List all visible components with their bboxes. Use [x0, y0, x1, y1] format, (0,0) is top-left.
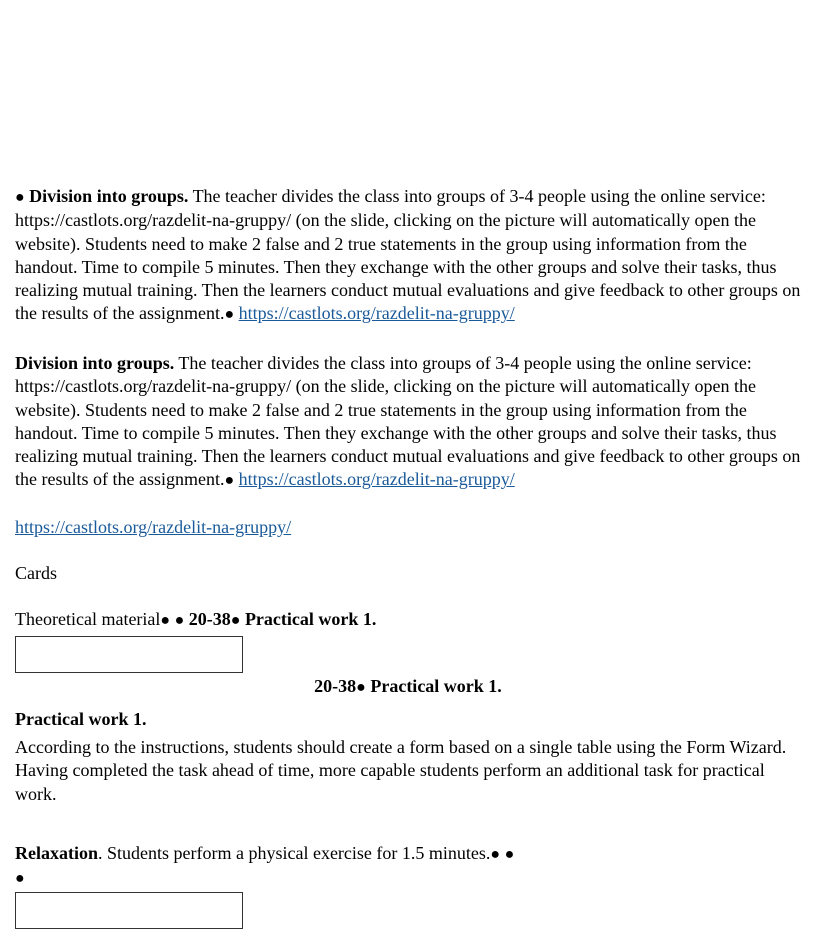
practical-title: Practical work 1. — [244, 609, 377, 629]
relaxation-text: . Students perform a physical exercise for 1.5 minutes. — [98, 843, 491, 863]
instructions-paragraph: According to the instructions, students should create a form based on a single table using the Form Wizard. Having completed the task ahead of time, more capable students perform an additional task for practical work. — [15, 737, 787, 804]
groups-title: Division into groups. — [15, 353, 175, 373]
time-range: 20-38 — [314, 676, 357, 696]
practical-title: Practical work 1. — [370, 676, 502, 696]
bullet-icon: ● — [490, 846, 501, 863]
theory-label: Theoretical material — [15, 609, 161, 629]
castlots-link[interactable]: https://castlots.org/razdelit-na-gruppy/ — [238, 303, 515, 324]
bullet-icon: ● — [15, 189, 25, 206]
bullet-icon: ● — [15, 870, 25, 887]
groups-paragraph-1 — [15, 185, 810, 327]
castlots-link[interactable]: https://castlots.org/razdelit-na-gruppy/ — [15, 517, 292, 537]
answer-box[interactable] — [15, 636, 243, 673]
bullet-icon: ● — [224, 472, 235, 490]
standalone-link-line — [15, 516, 291, 539]
bullet-icon: ● — [224, 306, 235, 324]
bullet-icon: ● — [230, 612, 241, 629]
bullet-icon: ● — [160, 612, 171, 629]
bullet-icon: ● — [356, 679, 366, 696]
answer-box[interactable] — [15, 892, 243, 929]
relaxation-line — [15, 842, 514, 866]
castlots-link[interactable]: https://castlots.org/razdelit-na-gruppy/ — [238, 469, 515, 490]
groups-title: Division into groups. — [29, 186, 189, 206]
groups-text: The teacher divides the class into groups of 3-4 people using the online service: https://castlots.org/razdelit-na-gruppy/ (on the slide, clicking on the picture will automatically open the website). Students need to make 2 false and 2 true statements in the group using information from the handout. Time to compile 5 minutes. Then they exchange with the other groups and solve their tasks, thus realizing mutual training. Then the learners conduct mutual evaluations and give feedback to other groups on the results of the assignment. — [15, 186, 801, 324]
practical-heading: Practical work 1. — [15, 709, 147, 729]
groups-text: The teacher divides the class into groups of 3-4 people using the online service: https://castlots.org/razdelit-na-gruppy/ (on the slide, clicking on the picture will automatically open the website). Students need to make 2 false and 2 true statements in the group using information from the handout. Time to compile 5 minutes. Then they exchange with the other groups and solve their tasks, thus realizing mutual training. Then the learners conduct mutual evaluations and give feedback to other groups on the results of the assignment. — [15, 353, 801, 490]
bullet-icon: ● — [174, 612, 185, 629]
bullet-icon: ● — [504, 846, 515, 863]
groups-paragraph-2 — [15, 352, 810, 493]
time-range: 20-38 — [188, 609, 231, 629]
cards-label: Cards — [15, 563, 57, 583]
theory-line — [15, 608, 376, 632]
relaxation-title: Relaxation — [15, 843, 98, 863]
centered-practical-line — [0, 675, 816, 699]
bullet-line — [15, 866, 25, 890]
